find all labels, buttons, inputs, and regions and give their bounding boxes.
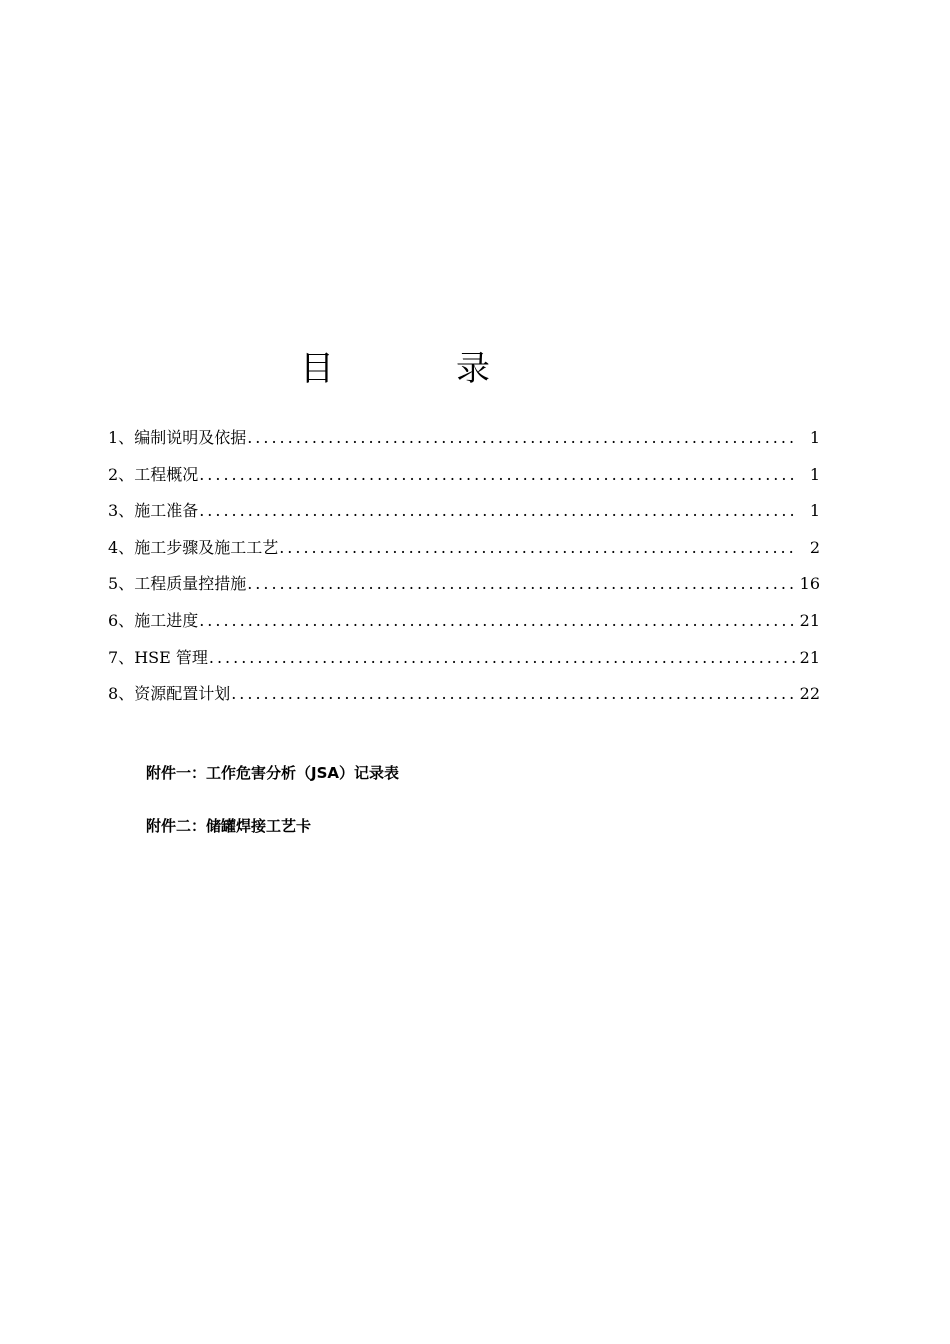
toc-entry-number: 3、 — [108, 501, 135, 521]
toc-dot-leader — [231, 676, 796, 713]
toc-entry-number: 5、 — [108, 574, 135, 594]
toc-entry-page: 21 — [799, 647, 820, 667]
attachment-welding-card: 附件二：储罐焊接工艺卡 — [146, 817, 312, 835]
toc-entry-text: 工程概况 — [134, 464, 199, 484]
toc-entry-page: 1 — [809, 464, 820, 484]
toc-entry-number: 1、 — [108, 428, 135, 447]
toc-entry-text: 工程质量控措施 — [134, 574, 247, 594]
toc-entry-page: 22 — [799, 684, 820, 704]
toc-entry-7[interactable] — [108, 640, 820, 677]
toc-entry-number: 8、 — [108, 684, 135, 704]
toc-entry-text: HSE 管理 — [134, 647, 208, 667]
toc-entry-8[interactable] — [108, 676, 820, 713]
toc-title: 目 录 — [300, 349, 534, 389]
toc-entry-number: 4、 — [108, 537, 135, 557]
toc-entry-number: 2、 — [108, 464, 135, 484]
toc-entry-page: 2 — [809, 537, 820, 557]
toc-entry-2[interactable] — [108, 457, 820, 494]
attachment-jsa-record: 附件一：工作危害分析（JSA）记录表 — [146, 764, 399, 782]
toc-dot-leader — [247, 566, 796, 603]
toc-dot-leader — [199, 603, 796, 640]
toc-entry-4[interactable] — [108, 530, 820, 567]
toc-entry-page: 16 — [799, 574, 820, 594]
toc-dot-leader — [279, 530, 796, 567]
toc-entry-number: 7、 — [108, 647, 135, 667]
toc-entry-page: 1 — [809, 428, 820, 447]
toc-entry-text: 编制说明及依据 — [134, 428, 247, 447]
toc-entry-1[interactable] — [108, 420, 820, 457]
toc-entry-5[interactable] — [108, 566, 820, 603]
toc-entry-page: 21 — [799, 610, 820, 630]
toc-dot-leader — [209, 640, 796, 677]
toc-dot-leader — [247, 420, 796, 457]
toc-dot-leader — [199, 493, 796, 530]
toc-entry-text: 施工进度 — [134, 610, 199, 630]
toc-entry-text: 施工步骤及施工工艺 — [134, 537, 279, 557]
toc-entry-number: 6、 — [108, 610, 135, 630]
toc-entry-6[interactable] — [108, 603, 820, 640]
toc-entry-page: 1 — [809, 501, 820, 521]
toc-entry-text: 资源配置计划 — [134, 684, 231, 704]
toc-entry-3[interactable] — [108, 493, 820, 530]
toc-dot-leader — [199, 457, 796, 494]
table-of-contents — [108, 420, 820, 713]
toc-entry-text: 施工准备 — [134, 501, 199, 521]
